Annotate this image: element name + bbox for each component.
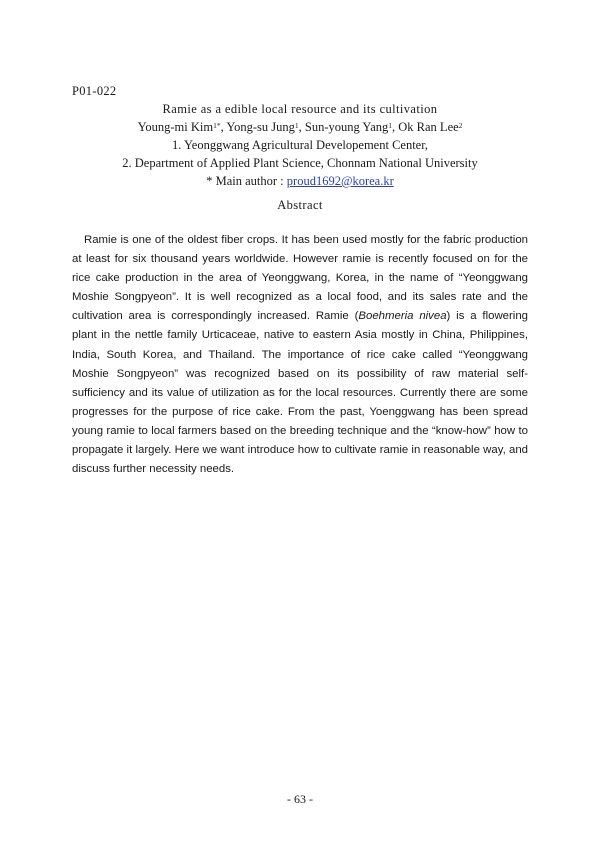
abstract-body [72, 231, 528, 479]
affiliation-2: 2. Department of Applied Plant Science, Chonnam National University [122, 156, 478, 170]
paper-title: Ramie as a edible local resource and its cultivation [162, 102, 438, 116]
author-affiliation-mark: 1 [294, 121, 299, 130]
author-email-link[interactable]: proud1692@korea.kr [286, 174, 394, 188]
author-affiliation-mark: 1 [388, 121, 393, 130]
abstract-heading: Abstract [277, 198, 323, 212]
main-author-label: * Main author : [206, 174, 284, 188]
abstract-text-part-1: Ramie is one of the oldest fiber crops. It has been used mostly for the fabric production at least for six thousand years worldwide. However ramie is recently focused on for the rice cake production in the area of Yeonggwang, Korea, in the name of “Yeonggwang Moshie Songpyeon”. It is well recognized as a local food, and its sales rate and the cultivation area is correspondingly increased. Ramie ( [72, 234, 528, 323]
author-name: Yong-su Jung [226, 120, 295, 134]
author-name: Young-mi Kim [137, 120, 214, 134]
page-number: - 63 - [287, 792, 313, 806]
author-name: Ok Ran Lee [398, 120, 459, 134]
author-affiliation-mark: 2 [458, 121, 463, 130]
affiliation-1: 1. Yeonggwang Agricultural Developement Center, [171, 138, 429, 152]
poster-code: P01-022 [72, 84, 117, 98]
author-name: Sun-young Yang [304, 120, 389, 134]
author-list: Young-mi Kim$^{1*}$, Yong-su Jung$^1$, Sun-young Yang$^1$, Ok Ran Lee$^2$ [137, 120, 463, 134]
main-author-line [60, 172, 540, 190]
abstract-text-part-2: ) is a flowering plant in the nettle family Urticaceae, native to eastern Asia mostly in China, Philippines, India, South Korea, and Thailand. The importance of rice cake called “Yeonggwang Moshie Songpyeon” was recognized based on its possibility of raw material self-sufficiency and its value of utilization as for the local resources. Currently there are some progresses for the purpose of rice cake. From the past, Yoenggwang has been spread young ramie to local farmers based on the breeding technique and the “know-how” how to propagate it largely. Here we want introduce how to cultivate ramie in reasonable way, and discuss further necessity needs. [72, 310, 529, 476]
author-affiliation-mark: 1* [213, 121, 221, 130]
scientific-name: Boehmeria nivea [358, 310, 447, 323]
paper-header [60, 100, 540, 190]
